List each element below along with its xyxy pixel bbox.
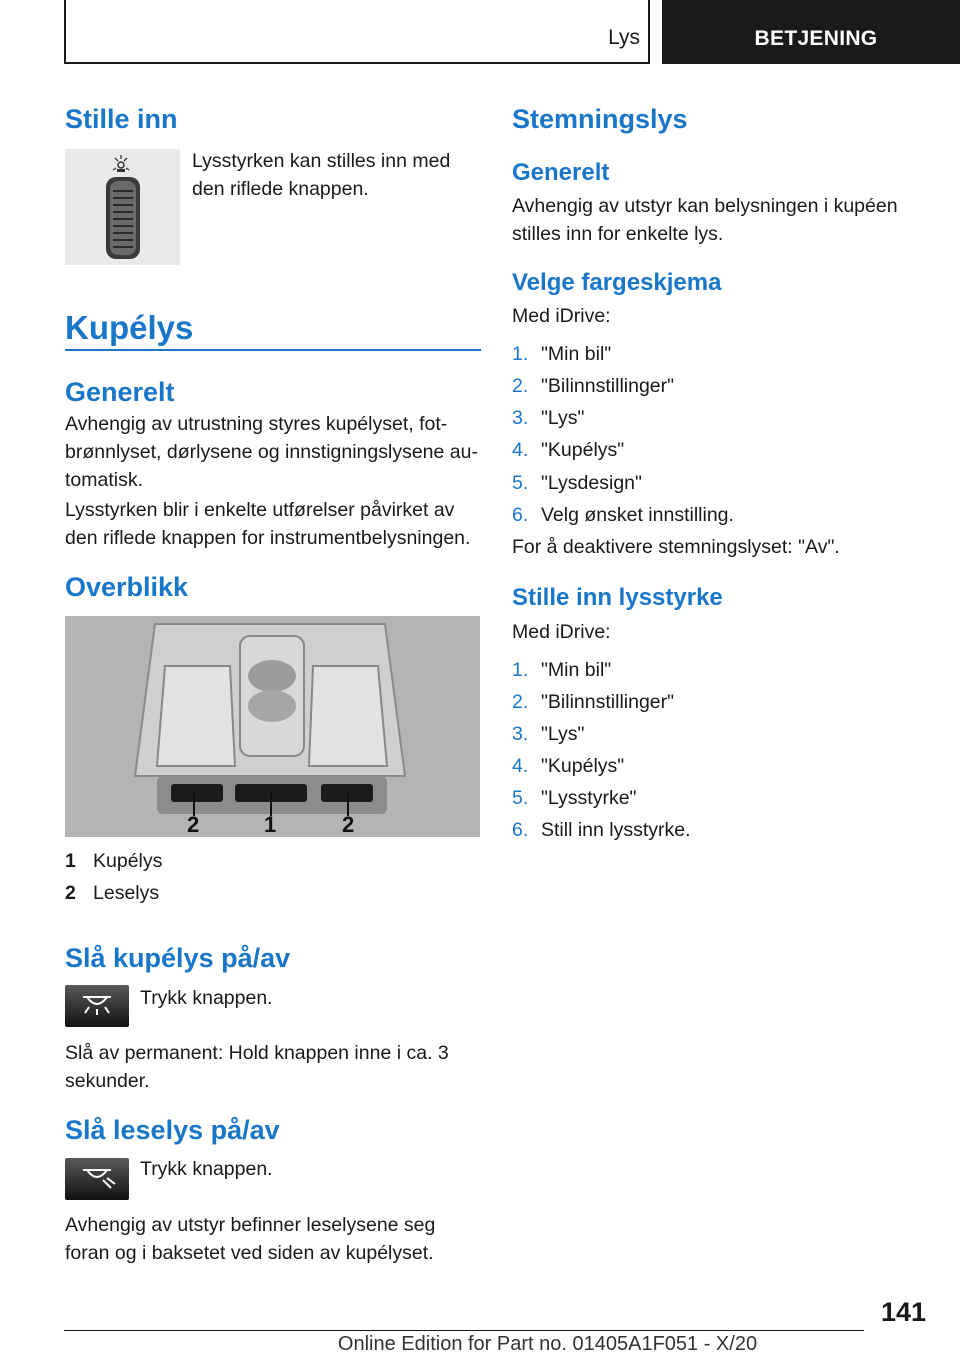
page-number: 141 (880, 1297, 926, 1327)
velge-note: For å deaktivere stemningslyset: "Av". (512, 536, 840, 558)
legend-number: 1 (65, 850, 76, 872)
generelt-paragraph-1: Avhengig av utrustning styres kupélyset, fotbrønnlyset, dørlysene og innstigningslysene automatisk. (65, 413, 478, 491)
list-number: 6. (512, 819, 529, 841)
list-text: "Lys" (541, 723, 585, 745)
generelt-paragraph-2: Lysstyrken blir i enkelte utførelser påvirket av den riflede knappen for instrumentbelysningen. (65, 499, 471, 549)
list-number: 5. (512, 472, 529, 494)
list-number: 2. (512, 375, 529, 397)
legend-text: Leselys (93, 882, 160, 904)
list-text: "Lysstyrke" (541, 787, 637, 809)
chapter-tab-label: BETJENING (754, 27, 878, 50)
heading-velge-fargeskjema: Velge fargeskjema (512, 269, 722, 296)
heading-stemningslys: Stemningslys (512, 104, 688, 134)
list-number: 5. (512, 787, 529, 809)
knurled-knob-icon (65, 149, 180, 265)
heading-kupelys: Kupélys (65, 309, 194, 346)
legend-number: 2 (65, 882, 76, 904)
list-number: 2. (512, 691, 529, 713)
stille-inn-text: Lysstyrken kan stilles inn med den riflede knappen. (192, 150, 451, 200)
list-text: "Min bil" (541, 659, 612, 681)
list-text: "Kupélys" (541, 755, 625, 777)
list-text: Velg ønsket innstilling. (541, 504, 734, 526)
list-number: 4. (512, 439, 529, 461)
lysstyrke-intro: Med iDrive: (512, 621, 611, 643)
photo-label-right: 2 (342, 812, 355, 837)
list-text: "Min bil" (541, 343, 612, 365)
list-number: 1. (512, 343, 529, 365)
footer-edition-text: Online Edition for Part no. 01405A1F051 - X/20 (337, 1333, 758, 1355)
stemningslys-generelt-text: Avhengig av utstyr kan belysningen i kupéen stilles inn for enkelte lys. (512, 195, 898, 245)
reading-light-button-icon (65, 1158, 129, 1200)
list-number: 3. (512, 407, 529, 429)
sla-leselys-instruction: Trykk knappen. (140, 1158, 273, 1180)
list-text: "Kupélys" (541, 439, 625, 461)
heading-sla-leselys: Slå leselys på/av (65, 1115, 280, 1145)
list-number: 1. (512, 659, 529, 681)
section-rule (65, 349, 481, 351)
roof-console-photo (65, 616, 480, 837)
list-number: 3. (512, 723, 529, 745)
list-text: "Bilinnstillinger" (541, 375, 675, 397)
list-text: "Lysdesign" (541, 472, 642, 494)
legend-text: Kupélys (93, 850, 163, 872)
heading-generelt: Generelt (65, 377, 175, 407)
header-section-title: Lys (608, 26, 640, 49)
list-number: 4. (512, 755, 529, 777)
heading-sla-kupelys: Slå kupélys på/av (65, 943, 291, 973)
roof-console-illustration (65, 616, 480, 837)
chapter-tab (662, 0, 960, 64)
heading-stille-inn-lysstyrke: Stille inn lysstyrke (512, 584, 723, 611)
heading-stille-inn: Stille inn (65, 104, 178, 134)
velge-intro: Med iDrive: (512, 305, 611, 327)
list-text: Still inn lysstyrke. (541, 819, 691, 841)
interior-light-button-icon (65, 985, 129, 1027)
header-frame (64, 0, 650, 64)
list-text: "Lys" (541, 407, 585, 429)
heading-overblikk: Overblikk (65, 572, 189, 602)
sla-kupelys-note: Slå av permanent: Hold knappen inne i ca. 3 sekunder. (65, 1042, 449, 1092)
dimmer-knob-illustration (65, 149, 180, 265)
list-text: "Bilinnstillinger" (541, 691, 675, 713)
heading-generelt-right: Generelt (512, 159, 610, 186)
sla-kupelys-instruction: Trykk knappen. (140, 987, 273, 1009)
footer-rule (64, 1330, 864, 1331)
sla-leselys-note: Avhengig av utstyr befinner leselysene seg foran og i baksetet ved siden av kupélyset. (65, 1214, 436, 1264)
list-number: 6. (512, 504, 529, 526)
photo-label-center: 1 (264, 812, 277, 837)
photo-label-left: 2 (187, 812, 200, 837)
